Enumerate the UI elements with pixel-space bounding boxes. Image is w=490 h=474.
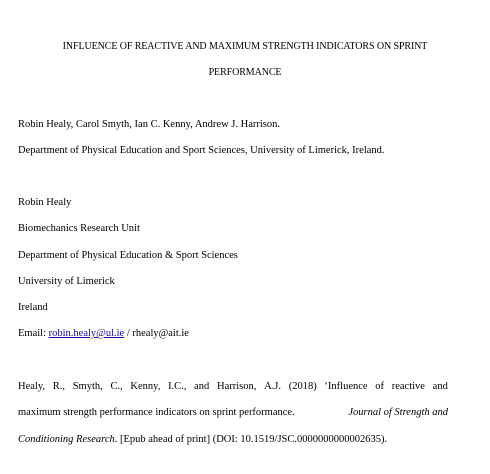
citation-word: A.J. [264,381,282,392]
citation-word: I.C., [168,381,187,392]
citation-word: of [375,381,385,392]
citation-word: R., [52,381,65,392]
citation-word: and [194,381,210,392]
email-label: Email: [18,328,46,339]
correspondence-university: University of Limerick [18,276,115,287]
email-secondary: / rhealy@ait.ie [124,328,189,339]
citation-word: Healy, [18,381,46,392]
citation-word: Harrison, [217,381,257,392]
email-link[interactable]: robin.healy@ul.ie [48,328,125,339]
citation-word: Smyth, [72,381,103,392]
correspondence-unit: Biomechanics Research Unit [18,223,140,234]
citation-journal-cont: Conditioning Research [18,434,115,445]
citation-word: (2018) [288,381,317,392]
citation-word: C., [110,381,123,392]
correspondence-name: Robin Healy [18,197,72,208]
citation-journal: Journal of Strength and [348,407,448,418]
paper-title-line-2: PERFORMANCE [208,67,282,78]
author-list: Robin Healy, Carol Smyth, Ian C. Kenny, Andrew J. Harrison. [18,119,280,130]
correspondence-email [18,327,189,340]
citation-word: ‘Influence [324,381,368,392]
paper-title-line-1: INFLUENCE OF REACTIVE AND MAXIMUM STRENGTH INDICATORS ON SPRINT [62,41,428,52]
correspondence-department: Department of Physical Education & Sport Sciences [18,250,238,261]
citation-word: reactive [391,381,425,392]
citation-word: Kenny, [130,381,161,392]
author-affiliation: Department of Physical Education and Sport Sciences, University of Limerick, Ireland. [18,145,385,156]
citation-line-2 [18,406,448,419]
citation-line-1 [18,380,448,393]
citation-text: maximum strength performance indicators on sprint performance. [18,407,295,418]
citation-line-3 [18,433,448,446]
citation-doi: . [Epub ahead of print] (DOI: 10.1519/JSC.0000000000002635). [114,434,388,445]
citation-word: and [432,381,448,392]
correspondence-country: Ireland [18,302,48,313]
